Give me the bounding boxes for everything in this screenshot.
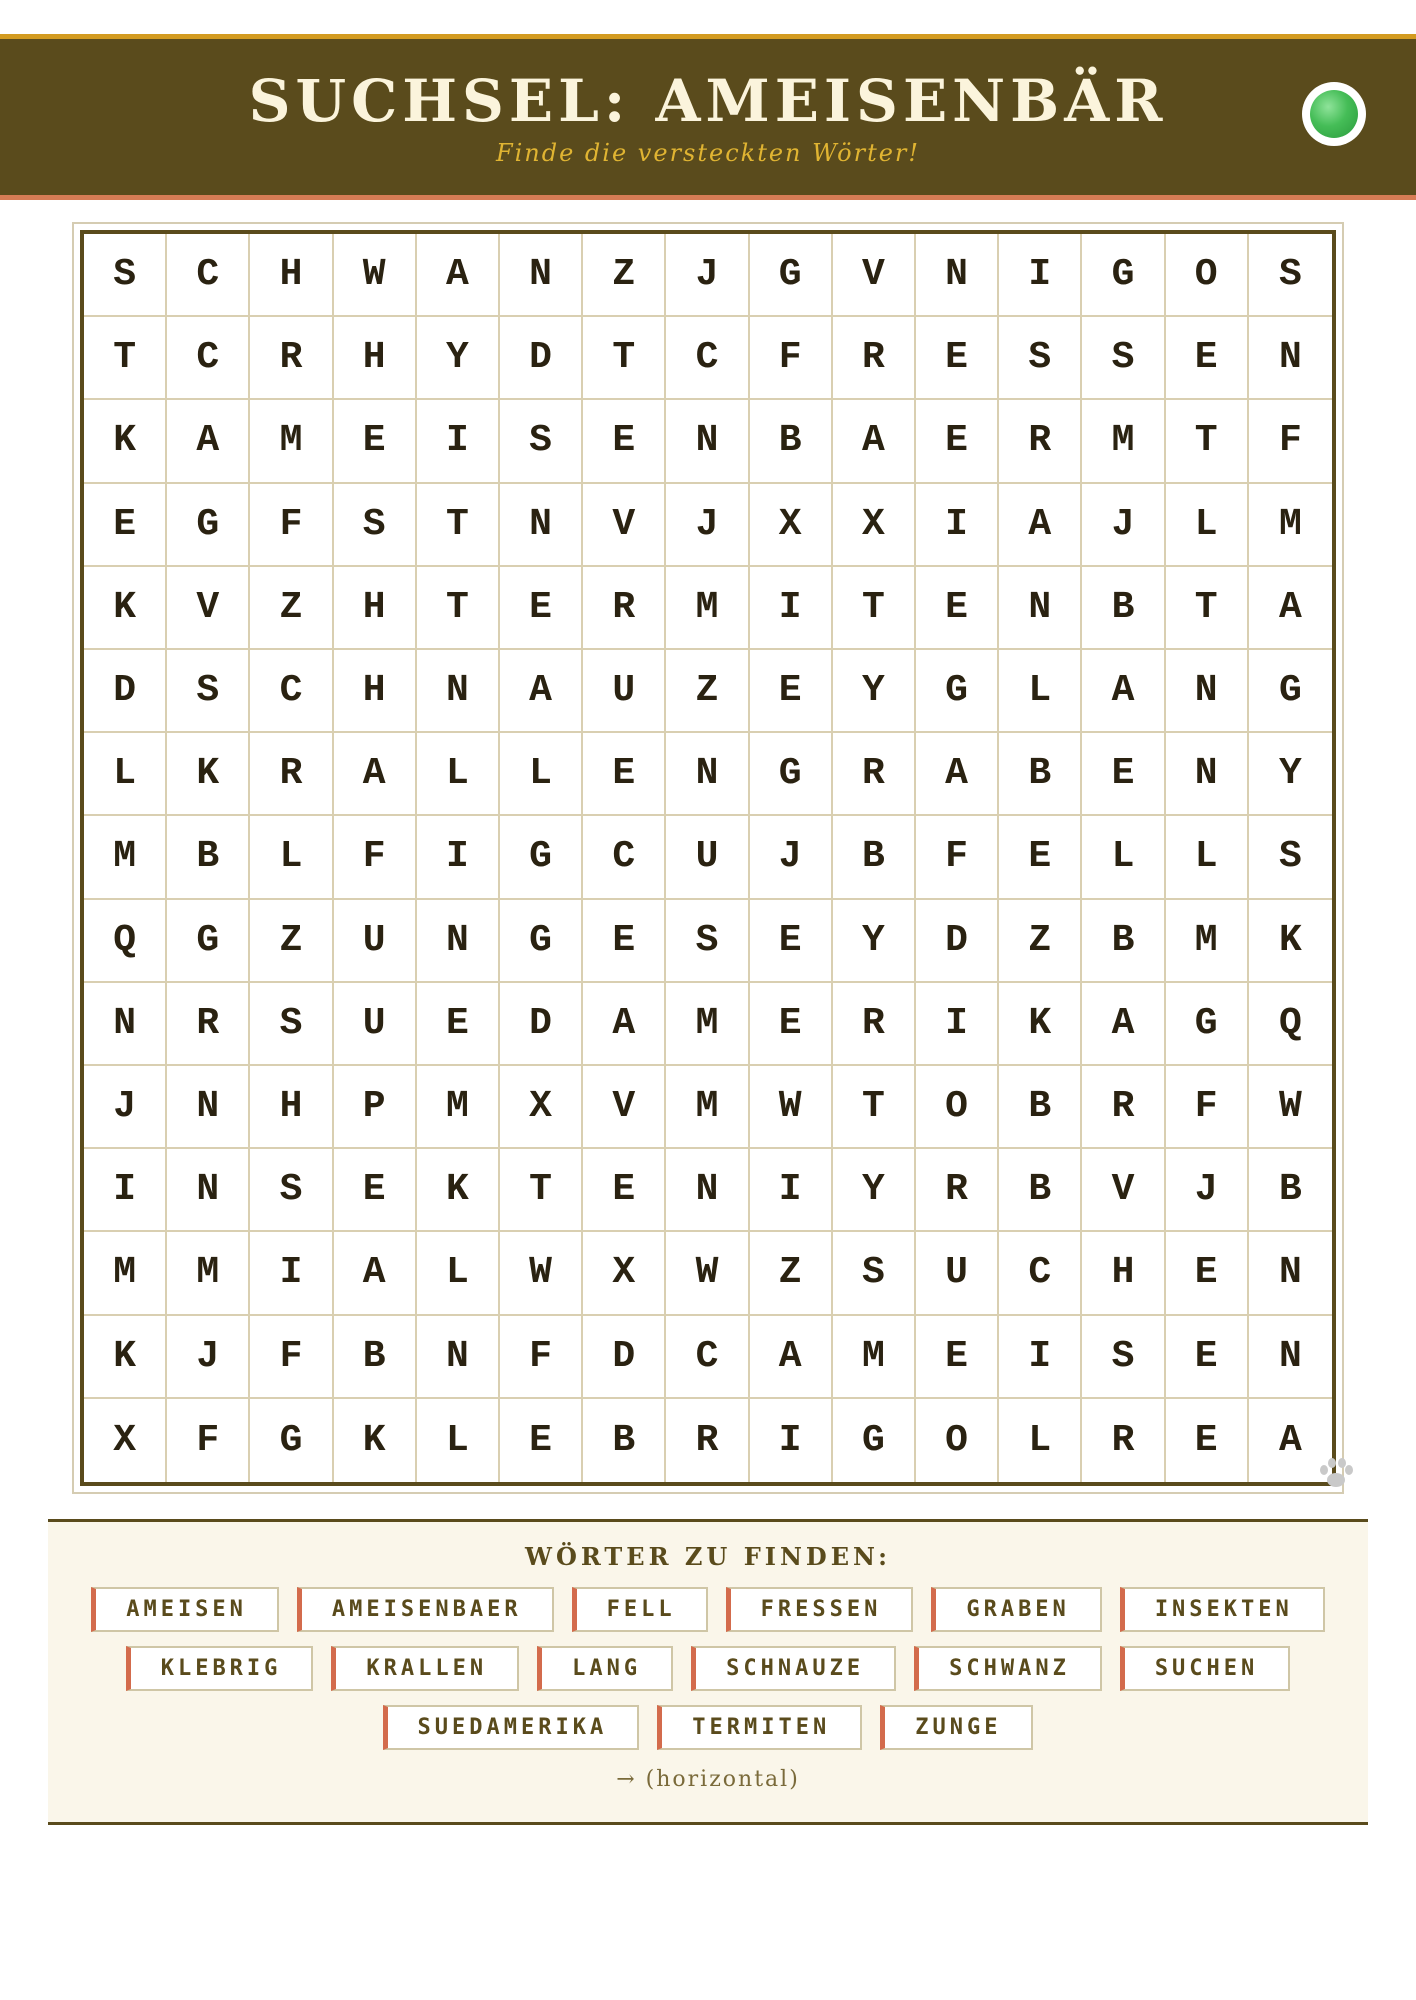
grid-cell[interactable]: D [500,983,583,1066]
grid-cell[interactable]: R [666,1399,749,1482]
grid-cell[interactable]: U [666,816,749,899]
grid-cell[interactable]: N [417,900,500,983]
grid-cell[interactable]: E [583,733,666,816]
word-tag: LANG [537,1646,673,1691]
grid-cell[interactable]: Z [250,900,333,983]
grid-cell[interactable]: G [250,1399,333,1482]
grid-cell[interactable]: M [1249,484,1332,567]
page-title: SUCHSEL: AMEISENBÄR [248,67,1168,135]
grid-cell[interactable]: K [1249,900,1332,983]
grid-cell[interactable]: K [167,733,250,816]
grid-cell[interactable]: A [334,1232,417,1315]
grid-cell[interactable]: K [84,400,167,483]
grid-cell[interactable]: F [750,317,833,400]
grid-cell[interactable]: G [167,484,250,567]
grid-cell[interactable]: F [500,1316,583,1399]
grid-cell[interactable]: T [583,317,666,400]
grid-cell[interactable]: K [334,1399,417,1482]
grid-cell[interactable]: E [417,983,500,1066]
grid-cell[interactable]: R [916,1149,999,1232]
grid-cell[interactable]: H [334,567,417,650]
grid-cell[interactable]: A [999,484,1082,567]
grid-cell[interactable]: E [1166,1316,1249,1399]
paw-print-icon [1312,1452,1358,1492]
grid-cell[interactable]: L [999,1399,1082,1482]
grid-cell[interactable]: N [1166,733,1249,816]
grid-cell[interactable]: H [1082,1232,1165,1315]
grid-cell[interactable]: G [500,816,583,899]
grid-cell[interactable]: B [999,733,1082,816]
grid-cell[interactable]: O [916,1399,999,1482]
grid-cell[interactable]: J [167,1316,250,1399]
grid-cell[interactable]: L [1082,816,1165,899]
grid-cell[interactable]: K [417,1149,500,1232]
grid-cell[interactable]: J [750,816,833,899]
word-tag: SCHNAUZE [691,1646,896,1691]
grid-cell[interactable]: S [1082,1316,1165,1399]
grid-cell[interactable]: M [84,816,167,899]
grid-cell[interactable]: T [84,317,167,400]
grid-cell[interactable]: E [1166,1399,1249,1482]
word-tag: SCHWANZ [914,1646,1102,1691]
grid-cell[interactable]: U [916,1232,999,1315]
grid-cell[interactable]: N [500,234,583,317]
grid-cell[interactable]: D [583,1316,666,1399]
grid-cell[interactable]: B [750,400,833,483]
grid-cell[interactable]: B [1082,567,1165,650]
grid-cell[interactable]: C [666,317,749,400]
grid-cell[interactable]: J [84,1066,167,1149]
grid-cell[interactable]: E [334,400,417,483]
grid-cell[interactable]: A [334,733,417,816]
grid-cell[interactable]: Z [666,650,749,733]
grid-cell[interactable]: F [250,484,333,567]
grid-cell[interactable]: N [666,733,749,816]
grid-cell[interactable]: C [250,650,333,733]
grid-cell[interactable]: Z [999,900,1082,983]
grid-cell[interactable]: C [999,1232,1082,1315]
grid-cell[interactable]: E [750,983,833,1066]
grid-cell[interactable]: K [84,567,167,650]
grid-cell[interactable]: A [417,234,500,317]
grid-cell[interactable]: I [750,1149,833,1232]
word-row [48,1587,1368,1632]
grid-cell[interactable]: Y [833,900,916,983]
grid-cell[interactable]: F [250,1316,333,1399]
grid-cell[interactable]: X [583,1232,666,1315]
grid-cell[interactable]: M [1082,400,1165,483]
grid-cell[interactable]: A [583,983,666,1066]
grid-cell[interactable]: L [999,650,1082,733]
grid-cell[interactable]: S [334,484,417,567]
word-tag: INSEKTEN [1120,1587,1325,1632]
grid-cell[interactable]: C [583,816,666,899]
grid-cell[interactable]: V [583,1066,666,1149]
grid-cell[interactable]: Z [583,234,666,317]
word-tag: ZUNGE [880,1705,1033,1750]
grid-cell[interactable]: P [334,1066,417,1149]
grid-cell[interactable]: N [84,983,167,1066]
grid-cell[interactable]: E [916,400,999,483]
word-tag: KLEBRIG [126,1646,314,1691]
grid-cell[interactable]: W [666,1232,749,1315]
grid-cell[interactable]: N [500,484,583,567]
grid-cell[interactable]: W [1249,1066,1332,1149]
grid-cell[interactable]: L [84,733,167,816]
grid-cell[interactable]: M [666,1066,749,1149]
word-list-panel [48,1519,1368,1825]
word-tag: AMEISEN [91,1587,279,1632]
grid-cell[interactable]: I [417,400,500,483]
grid-cell[interactable]: V [1082,1149,1165,1232]
grid-cell[interactable]: E [916,567,999,650]
grid-cell[interactable]: E [1166,317,1249,400]
grid-cell[interactable]: X [84,1399,167,1482]
grid-cell[interactable]: B [167,816,250,899]
grid-cell[interactable]: N [916,234,999,317]
grid-cell[interactable]: R [999,400,1082,483]
word-tag: GRABEN [931,1587,1101,1632]
grid-cell[interactable]: S [666,900,749,983]
grid-cell[interactable]: X [500,1066,583,1149]
word-list-heading: WÖRTER ZU FINDEN: [525,1542,891,1571]
grid-cell[interactable]: E [500,567,583,650]
grid-cell[interactable]: M [666,983,749,1066]
grid-cell[interactable]: A [1082,983,1165,1066]
grid-cell[interactable]: C [167,317,250,400]
grid-cell[interactable]: J [666,484,749,567]
grid-cell[interactable]: I [750,1399,833,1482]
grid-cell[interactable]: I [999,234,1082,317]
green-circle-icon [1302,82,1366,146]
header-banner [0,34,1416,200]
grid-cell[interactable]: N [1249,1232,1332,1315]
word-row [48,1646,1368,1691]
grid-cell[interactable]: L [500,733,583,816]
grid-cell[interactable]: A [833,400,916,483]
grid-cell[interactable]: L [417,733,500,816]
grid-cell[interactable]: M [167,1232,250,1315]
grid-cell[interactable]: E [583,1149,666,1232]
grid-cell[interactable]: A [167,400,250,483]
word-tag: FELL [572,1587,708,1632]
grid-cell[interactable]: R [250,733,333,816]
grid-cell[interactable]: S [999,317,1082,400]
grid-cell[interactable]: V [167,567,250,650]
grid-cell[interactable]: I [250,1232,333,1315]
grid-cell[interactable]: N [999,567,1082,650]
grid-cell[interactable]: Q [1249,983,1332,1066]
grid-cell[interactable]: B [999,1149,1082,1232]
grid-cell[interactable]: F [1166,1066,1249,1149]
grid-cell[interactable]: J [666,234,749,317]
grid-cell[interactable]: G [1082,234,1165,317]
grid-cell[interactable]: N [666,400,749,483]
grid-cell[interactable]: O [916,1066,999,1149]
grid-cell[interactable]: Y [417,317,500,400]
grid-cell[interactable]: M [417,1066,500,1149]
grid-cell[interactable]: G [750,234,833,317]
word-row [48,1705,1368,1750]
grid-cell[interactable]: R [167,983,250,1066]
grid-cell[interactable]: I [999,1316,1082,1399]
grid-cell[interactable]: G [1249,650,1332,733]
word-tag: TERMITEN [657,1705,862,1750]
grid-cell[interactable]: G [167,900,250,983]
grid-cell[interactable]: H [250,1066,333,1149]
grid-cell[interactable]: R [250,317,333,400]
grid-cell[interactable]: I [750,567,833,650]
grid-cell[interactable]: A [1249,567,1332,650]
direction-note: → (horizontal) [616,1767,800,1792]
grid-cell[interactable]: S [1249,816,1332,899]
grid-cell[interactable]: N [167,1066,250,1149]
grid-cell[interactable]: F [334,816,417,899]
grid-cell[interactable]: J [1166,1149,1249,1232]
grid-cell[interactable]: I [84,1149,167,1232]
grid-cell[interactable]: E [583,900,666,983]
grid-cell[interactable]: C [167,234,250,317]
word-tag: KRALLEN [331,1646,519,1691]
grid-cell[interactable]: E [750,650,833,733]
grid-cell[interactable]: K [999,983,1082,1066]
grid-cell[interactable]: D [500,317,583,400]
grid-cell[interactable]: T [833,1066,916,1149]
grid-cell[interactable]: H [334,317,417,400]
grid-cell[interactable]: G [1166,983,1249,1066]
grid-cell[interactable]: S [84,234,167,317]
grid-cell[interactable]: R [1082,1399,1165,1482]
grid-cell[interactable]: N [1249,1316,1332,1399]
grid-cell[interactable]: V [583,484,666,567]
grid-cell[interactable]: N [666,1149,749,1232]
word-tag: FRESSEN [726,1587,914,1632]
grid-cell[interactable]: L [417,1232,500,1315]
grid-cell[interactable]: M [250,400,333,483]
grid-cell[interactable]: R [833,317,916,400]
grid-cell[interactable]: D [916,900,999,983]
grid-cell[interactable]: H [334,650,417,733]
grid-cell[interactable]: A [500,650,583,733]
grid-cell[interactable]: O [1166,234,1249,317]
grid-cell[interactable]: F [916,816,999,899]
grid-cell[interactable]: N [1166,650,1249,733]
grid-cell[interactable]: B [1082,900,1165,983]
grid-cell[interactable]: R [1082,1066,1165,1149]
grid-cell[interactable]: A [916,733,999,816]
grid-cell[interactable]: A [1249,1399,1332,1482]
grid-cell[interactable]: K [84,1316,167,1399]
grid-cell[interactable]: U [334,900,417,983]
grid-cell[interactable]: Z [250,567,333,650]
grid-cell[interactable]: E [1082,733,1165,816]
grid-cell[interactable]: L [417,1399,500,1482]
word-tag: AMEISENBAER [297,1587,554,1632]
grid-cell[interactable]: R [583,567,666,650]
grid-cell[interactable]: E [916,317,999,400]
grid-cell[interactable]: M [1166,900,1249,983]
grid-cell[interactable]: T [500,1149,583,1232]
grid-cell[interactable]: B [583,1399,666,1482]
grid-cell[interactable]: S [1082,317,1165,400]
grid-cell[interactable]: E [583,400,666,483]
grid-cell[interactable]: R [833,983,916,1066]
grid-cell[interactable]: H [250,234,333,317]
grid-cell[interactable]: X [833,484,916,567]
grid-cell[interactable]: L [1166,484,1249,567]
grid-cell[interactable]: Q [84,900,167,983]
grid-cell[interactable]: Y [833,1149,916,1232]
grid-cell[interactable]: M [833,1316,916,1399]
grid-cell[interactable]: F [167,1399,250,1482]
grid-cell[interactable]: E [334,1149,417,1232]
word-tag: SUCHEN [1120,1646,1290,1691]
grid-cell[interactable]: B [833,816,916,899]
grid-cell[interactable]: W [750,1066,833,1149]
grid-cell[interactable]: E [500,1399,583,1482]
page-subtitle: Finde die versteckten Wörter! [495,139,921,167]
grid-cell[interactable]: J [1082,484,1165,567]
grid-cell[interactable]: S [250,983,333,1066]
grid-cell[interactable]: S [250,1149,333,1232]
grid-cell[interactable]: T [417,484,500,567]
grid-cell[interactable]: Z [750,1232,833,1315]
grid-cell[interactable]: S [167,650,250,733]
grid-cell[interactable]: G [833,1399,916,1482]
grid-cell[interactable]: U [334,983,417,1066]
grid-cell[interactable]: A [750,1316,833,1399]
grid-cell[interactable]: E [750,900,833,983]
grid-cell[interactable]: G [750,733,833,816]
grid-cell[interactable]: T [417,567,500,650]
grid-cell[interactable]: W [334,234,417,317]
grid-cell[interactable]: E [84,484,167,567]
grid-cell[interactable]: L [1166,816,1249,899]
grid-cell[interactable]: E [916,1316,999,1399]
grid-cell[interactable]: M [84,1232,167,1315]
word-tag: SUEDAMERIKA [383,1705,640,1750]
grid-cell[interactable]: C [666,1316,749,1399]
grid-cell[interactable]: N [417,650,500,733]
grid-cell[interactable]: B [999,1066,1082,1149]
grid-cell[interactable]: T [1166,567,1249,650]
grid-cell[interactable]: E [1166,1232,1249,1315]
grid-cell[interactable]: N [167,1149,250,1232]
grid-cell[interactable]: V [833,234,916,317]
grid-cell[interactable]: M [666,567,749,650]
grid-cell[interactable]: S [833,1232,916,1315]
grid-cell[interactable]: L [250,816,333,899]
grid-cell[interactable]: B [1249,1149,1332,1232]
grid-cell[interactable]: S [1249,234,1332,317]
grid-cell[interactable]: I [916,983,999,1066]
grid-cell[interactable]: G [916,650,999,733]
puzzle-grid-frame [72,222,1344,1494]
grid-cell[interactable]: W [500,1232,583,1315]
grid-cell[interactable]: E [999,816,1082,899]
letter-grid [84,234,1332,1482]
grid-cell[interactable]: U [583,650,666,733]
grid-cell[interactable]: T [1166,400,1249,483]
grid-cell[interactable]: A [1082,650,1165,733]
grid-cell[interactable]: T [833,567,916,650]
grid-cell[interactable]: G [500,900,583,983]
grid-cell[interactable]: S [500,400,583,483]
grid-cell[interactable]: Y [833,650,916,733]
grid-cell[interactable]: I [916,484,999,567]
grid-cell[interactable]: Y [1249,733,1332,816]
grid-cell[interactable]: N [1249,317,1332,400]
grid-cell[interactable]: D [84,650,167,733]
grid-cell[interactable]: I [417,816,500,899]
grid-cell[interactable]: R [833,733,916,816]
grid-cell[interactable]: X [750,484,833,567]
grid-cell[interactable]: F [1249,400,1332,483]
grid-cell[interactable]: B [334,1316,417,1399]
grid-cell[interactable]: N [417,1316,500,1399]
